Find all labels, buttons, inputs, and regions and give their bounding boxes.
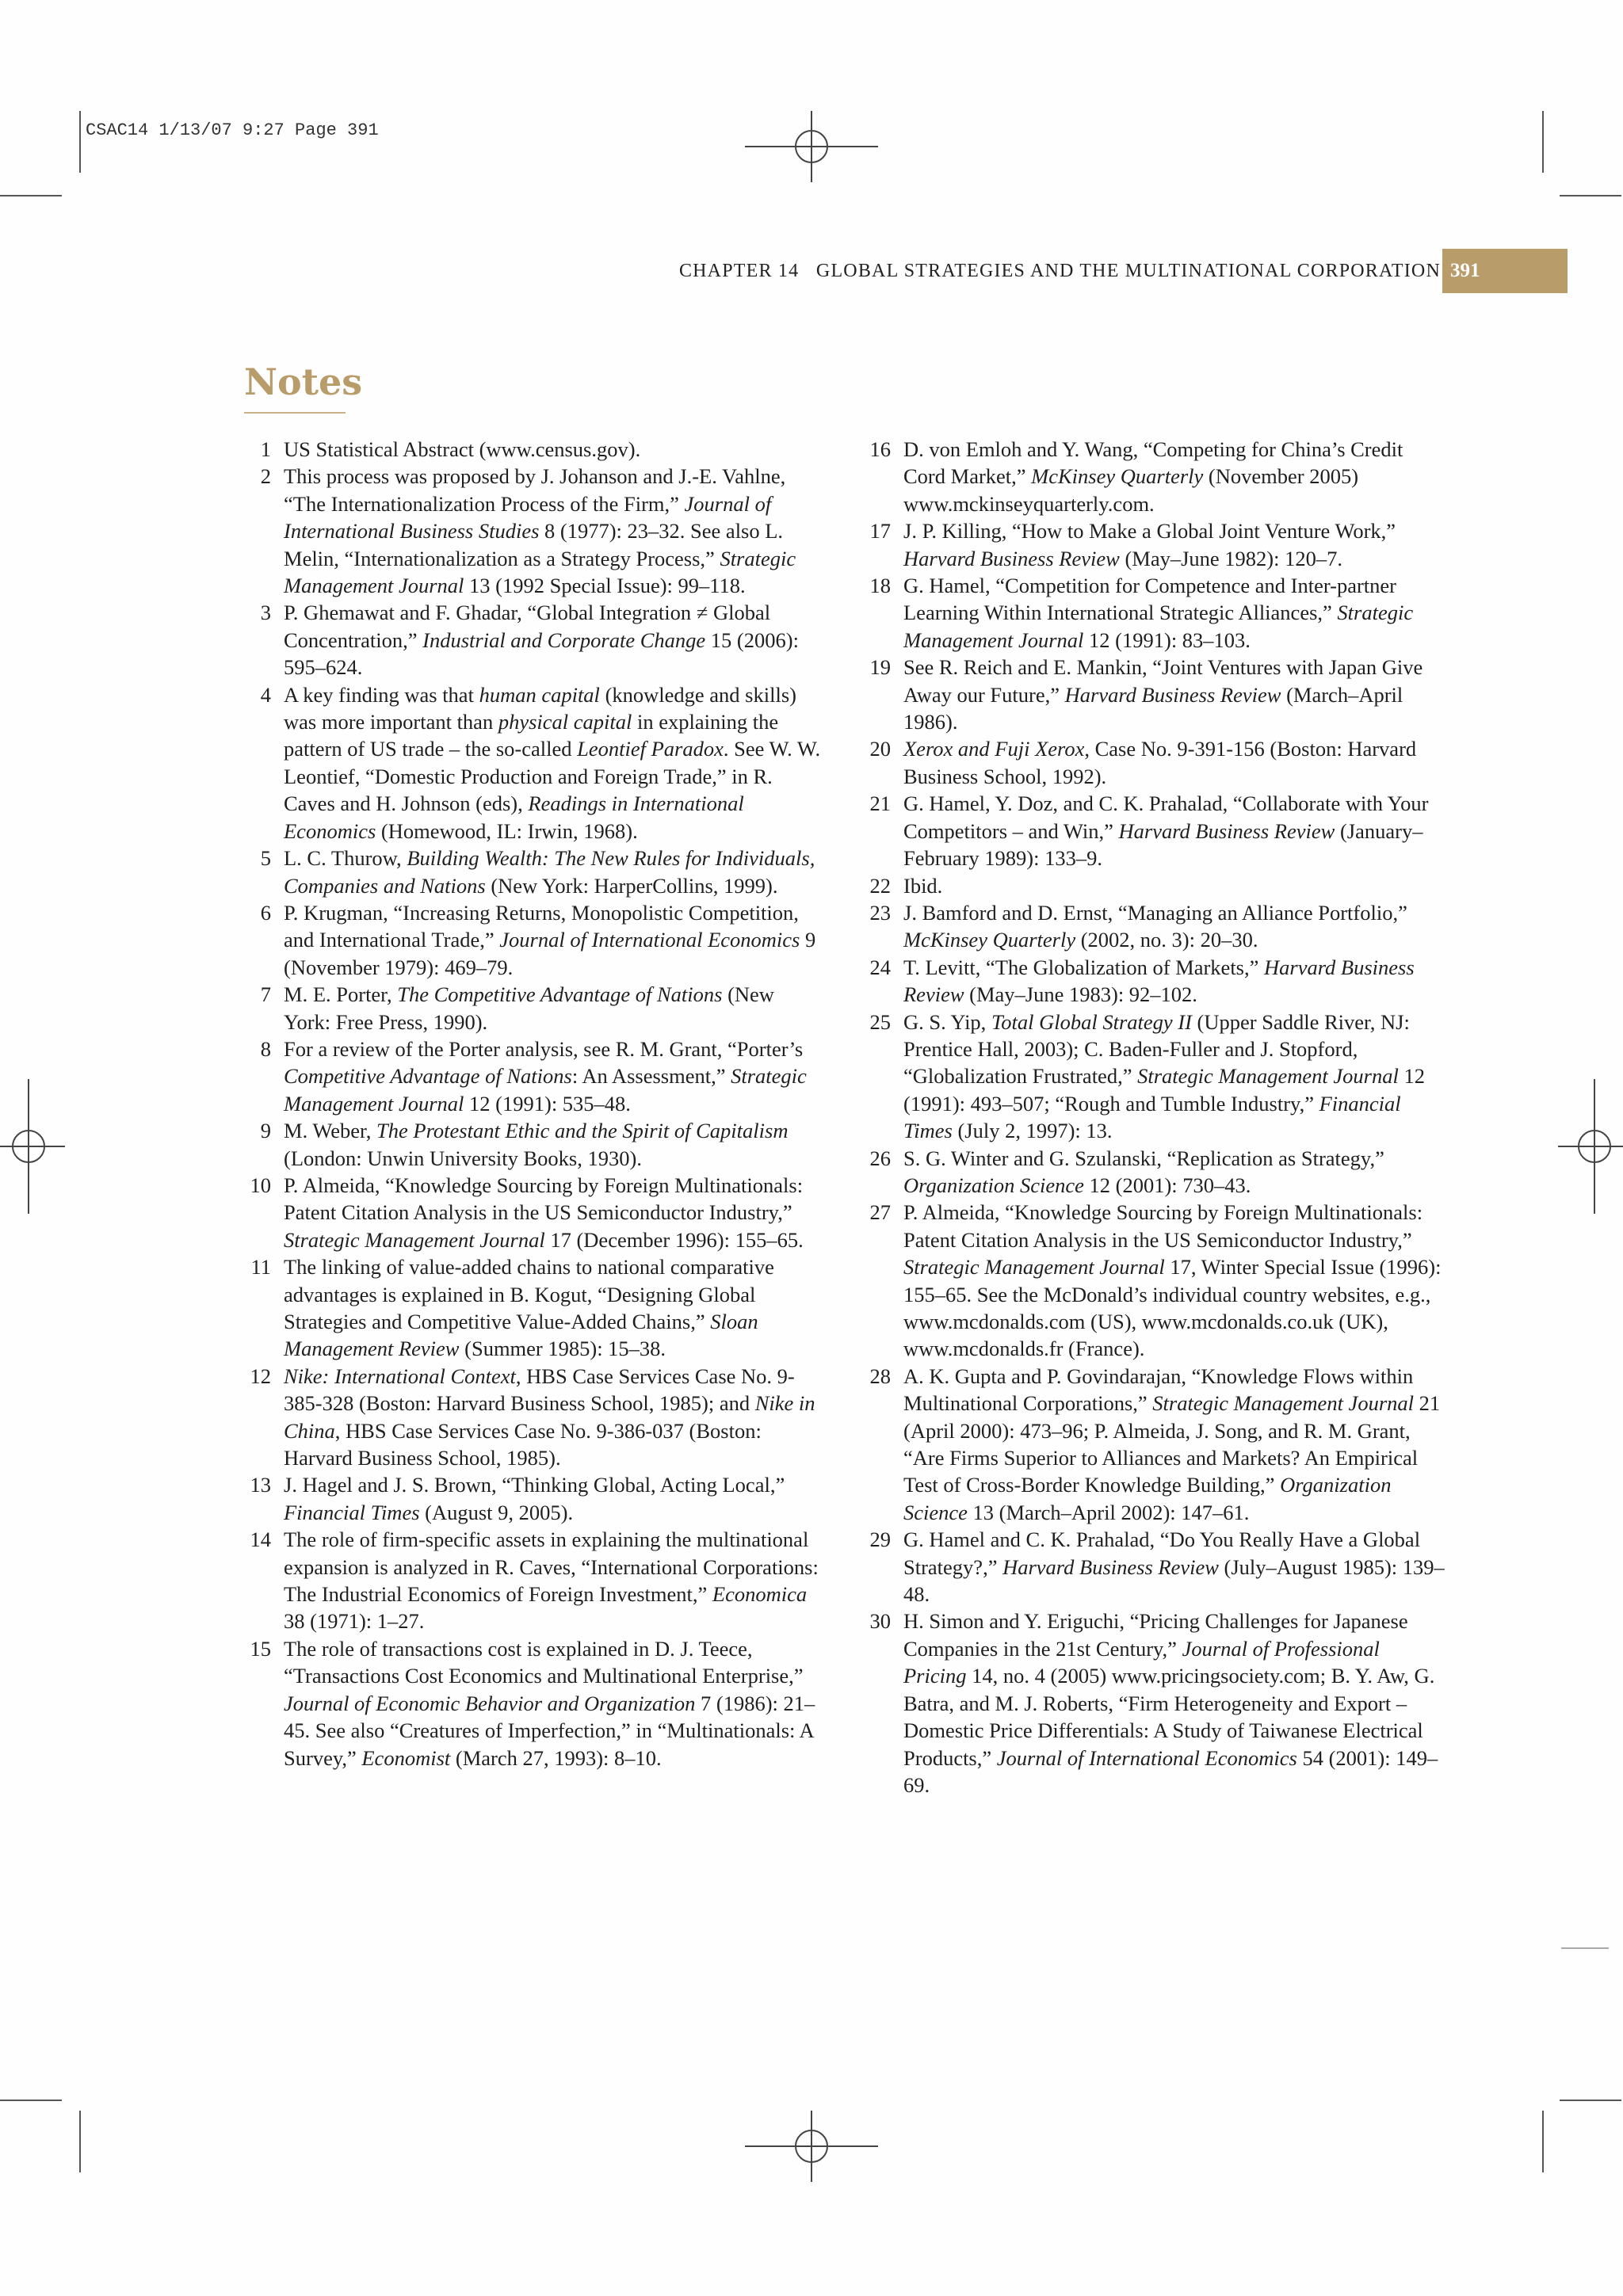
note-item — [238, 899, 824, 981]
note-item — [238, 1363, 824, 1472]
running-head — [555, 249, 1441, 293]
note-item — [238, 845, 824, 899]
note-number: 10 — [250, 1173, 271, 1197]
registration-mark-bottom — [745, 2111, 878, 2182]
note-item — [857, 517, 1445, 572]
note-item — [238, 1253, 824, 1363]
note-item — [238, 1117, 824, 1172]
note-number: 12 — [250, 1363, 271, 1388]
note-text: A. K. Gupta and P. Govindarajan, “Knowledge Flows within Multinational Corporations,” Strategic Management Journal 21 (April 2000): 473–96; P. Almeida, J. Song, and R. M. Grant, “Are Firms Superior to Alliances and Markets? An Empirical Test of Cross-Border Knowledge Building,” Organization Science 13 (March–April 2002): 147–61. — [903, 1363, 1441, 1524]
note-number: 24 — [869, 955, 891, 979]
note-text: P. Almeida, “Knowledge Sourcing by Foreign Multinationals: Patent Citation Analysis in the US Semiconductor Industry,” Strategic Management Journal 17 (December 1996): 155–65. — [284, 1173, 804, 1252]
note-item — [238, 436, 824, 463]
note-text: The linking of value-added chains to national comparative advantages is explained in B. Kogut, “Designing Global Strategies and Competitive Value-Added Chains,” Sloan Management Review (Summer 1985): 15–38. — [284, 1255, 774, 1361]
note-text: M. Weber, The Protestant Ethic and the Spirit of Capitalism (London: Unwin University Books, 1930). — [284, 1119, 789, 1170]
chapter-label: CHAPTER 14 — [678, 261, 800, 281]
note-number: 4 — [260, 682, 271, 707]
notes-heading: Notes — [244, 360, 363, 403]
note-number: 20 — [869, 737, 891, 761]
note-item — [857, 954, 1445, 1009]
note-item — [857, 1526, 1445, 1608]
note-number: 5 — [260, 846, 271, 871]
note-text: The role of firm-specific assets in explaining the multinational expansion is analyzed in R. Caves, “International Corporations: The Industrial Economics of Foreign Investment,” Economica 38 (1971): 1–27. — [284, 1527, 819, 1634]
note-number: 13 — [250, 1473, 271, 1497]
chapter-title: GLOBAL STRATEGIES AND THE MULTINATIONAL CORPORATION — [815, 261, 1441, 281]
note-number: 7 — [260, 982, 271, 1007]
note-number: 23 — [869, 900, 891, 925]
note-item — [857, 1145, 1445, 1199]
note-number: 25 — [869, 1009, 891, 1034]
note-text: L. C. Thurow, Building Wealth: The New Rules for Individuals, Companies and Nations (New York: HarperCollins, 1999). — [284, 846, 815, 898]
note-text: The role of transactions cost is explained in D. J. Teece, “Transactions Cost Economics and Multinational Enterprise,” Journal of Economic Behavior and Organization 7 (1986): 21–45. See also “Creatures of Imperfection,” in “Multinationals: A Survey,” Economist (March 27, 1993): 8–10. — [284, 1636, 815, 1770]
note-number: 28 — [869, 1363, 891, 1388]
crop-mark — [1542, 111, 1544, 173]
note-number: 11 — [250, 1255, 271, 1280]
note-number: 3 — [260, 601, 271, 625]
note-number: 29 — [869, 1527, 891, 1552]
note-item — [857, 872, 1445, 899]
notes-column-left — [238, 436, 824, 1772]
note-text: Nike: International Context, HBS Case Services Case No. 9-385-328 (Boston: Harvard Business School, 1985); and Nike in China, HBS Case Services Case No. 9-386-037 (Boston: Harvard Business School, 1985). — [284, 1363, 815, 1470]
crop-mark — [0, 2100, 62, 2101]
note-number: 9 — [260, 1119, 271, 1143]
note-item — [238, 599, 824, 681]
note-number: 8 — [260, 1036, 271, 1061]
note-text: J. Bamford and D. Ernst, “Managing an Alliance Portfolio,” McKinsey Quarterly (2002, no. 3): 20–30. — [903, 900, 1407, 952]
note-item — [238, 981, 824, 1035]
note-number: 15 — [250, 1636, 271, 1661]
note-item — [857, 899, 1445, 954]
note-number: 27 — [869, 1200, 891, 1225]
note-item — [238, 463, 824, 599]
note-number: 26 — [869, 1146, 891, 1170]
note-number: 2 — [260, 464, 271, 489]
note-text: P. Krugman, “Increasing Returns, Monopolistic Competition, and International Trade,” Journal of International Economics 9 (November 1979): 469–79. — [284, 900, 816, 979]
note-number: 14 — [250, 1527, 271, 1552]
note-number: 1 — [260, 437, 271, 461]
crop-mark — [0, 195, 62, 196]
crop-mark — [1542, 2111, 1544, 2172]
note-text: US Statistical Abstract (www.census.gov). — [284, 437, 641, 461]
note-text: P. Almeida, “Knowledge Sourcing by Foreign Multinationals: Patent Citation Analysis in the US Semiconductor Industry,” Strategic Management Journal 17, Winter Special Issue (1996): 155–65. See the McDonald’s individual country websites, e.g., www.mcdonalds.com (US), www.mcdonalds.co.uk (UK), www.mcdonalds.fr (France). — [903, 1200, 1442, 1361]
note-number: 18 — [869, 574, 891, 598]
note-text: See R. Reich and E. Mankin, “Joint Ventures with Japan Give Away our Future,” Harvard Business Review (March–April 1986). — [903, 655, 1423, 734]
page-number: 391 — [1442, 249, 1568, 293]
note-item — [857, 436, 1445, 517]
crop-mark — [1560, 2100, 1621, 2101]
note-text: D. von Emloh and Y. Wang, “Competing for China’s Credit Cord Market,” McKinsey Quarterly (November 2005) www.mckinseyquarterly.com. — [903, 437, 1403, 516]
registration-mark-left — [0, 1079, 65, 1214]
note-item — [857, 572, 1445, 654]
crop-mark — [1561, 1947, 1609, 1949]
note-item — [238, 1635, 824, 1772]
note-text: G. Hamel, Y. Doz, and C. K. Prahalad, “Collaborate with Your Competitors – and Win,” Harvard Business Review (January–February 1989): 133–9. — [903, 791, 1429, 871]
note-text: A key finding was that human capital (knowledge and skills) was more important than physical capital in explaining the pattern of US trade – the so-called Leontief Paradox. See W. W. Leontief, “Domestic Production and Foreign Trade,” in R. Caves and H. Johnson (eds), Readings in International Economics (Homewood, IL: Irwin, 1968). — [284, 682, 821, 843]
note-text: P. Ghemawat and F. Ghadar, “Global Integration ≠ Global Concentration,” Industrial and Corporate Change 15 (2006): 595–624. — [284, 601, 799, 680]
registration-mark-right — [1558, 1079, 1623, 1214]
note-item — [238, 681, 824, 845]
note-text: Ibid. — [903, 873, 943, 898]
note-item — [857, 1009, 1445, 1145]
heading-rule — [244, 412, 346, 414]
note-item — [857, 1199, 1445, 1362]
crop-mark — [1560, 195, 1621, 196]
crop-mark — [79, 2111, 81, 2172]
note-item — [238, 1035, 824, 1117]
note-item — [238, 1172, 824, 1253]
note-item — [238, 1471, 824, 1526]
crop-mark — [79, 111, 81, 173]
note-number: 19 — [869, 655, 891, 680]
registration-mark-top — [745, 111, 878, 182]
note-item — [857, 1363, 1445, 1526]
note-text: H. Simon and Y. Eriguchi, “Pricing Challenges for Japanese Companies in the 21st Century,” Journal of Professional Pricing 14, no. 4 (2005) www.pricingsociety.com; B. Y. Aw, G. Batra, and M. J. Roberts, “Firm Heterogeneity and Export – Domestic Price Differentials: A Study of Taiwanese Electrical Products,” Journal of International Economics 54 (2001): 149–69. — [903, 1609, 1438, 1797]
note-text: Xerox and Fuji Xerox, Case No. 9-391-156 (Boston: Harvard Business School, 1992). — [903, 737, 1417, 788]
note-number: 30 — [869, 1609, 891, 1634]
note-text: J. P. Killing, “How to Make a Global Joint Venture Work,” Harvard Business Review (May–June 1982): 120–7. — [903, 519, 1396, 570]
note-item — [857, 735, 1445, 790]
printer-slug: CSAC14 1/13/07 9:27 Page 391 — [86, 120, 379, 140]
note-item — [857, 654, 1445, 735]
note-number: 17 — [869, 519, 891, 543]
note-text: J. Hagel and J. S. Brown, “Thinking Global, Acting Local,” Financial Times (August 9, 2005). — [284, 1473, 785, 1524]
note-number: 22 — [869, 873, 891, 898]
note-text: S. G. Winter and G. Szulanski, “Replication as Strategy,” Organization Science 12 (2001): 730–43. — [903, 1146, 1384, 1197]
note-text: For a review of the Porter analysis, see R. M. Grant, “Porter’s Competitive Advantage of Nations: An Assessment,” Strategic Management Journal 12 (1991): 535–48. — [284, 1036, 807, 1116]
note-text: G. S. Yip, Total Global Strategy II (Upper Saddle River, NJ: Prentice Hall, 2003); C. Baden-Fuller and J. Stopford, “Globalization Frustrated,” Strategic Management Journal 12 (1991): 493–507; “Rough and Tumble Industry,” Financial Times (July 2, 1997): 13. — [903, 1009, 1425, 1143]
note-text: M. E. Porter, The Competitive Advantage of Nations (New York: Free Press, 1990). — [284, 982, 774, 1034]
notes-column-right — [857, 436, 1445, 1798]
note-item — [238, 1526, 824, 1635]
note-text: G. Hamel and C. K. Prahalad, “Do You Really Have a Global Strategy?,” Harvard Business Review (July–August 1985): 139–48. — [903, 1527, 1445, 1607]
note-item — [857, 1608, 1445, 1798]
note-text: This process was proposed by J. Johanson and J.-E. Vahlne, “The Internationalization Process of the Firm,” Journal of International Business Studies 8 (1977): 23–32. See also L. Melin, “Internationalization as a Strategy Process,” Strategic Management Journal 13 (1992 Special Issue): 99–118. — [284, 464, 796, 598]
note-text: T. Levitt, “The Globalization of Markets,” Harvard Business Review (May–June 1983): 92–102. — [903, 955, 1415, 1007]
note-item — [857, 790, 1445, 871]
note-number: 6 — [260, 900, 271, 925]
note-text: G. Hamel, “Competition for Competence and Inter-partner Learning Within International Strategic Alliances,” Strategic Management Journal 12 (1991): 83–103. — [903, 574, 1414, 652]
note-number: 16 — [869, 437, 891, 461]
note-number: 21 — [869, 791, 891, 816]
